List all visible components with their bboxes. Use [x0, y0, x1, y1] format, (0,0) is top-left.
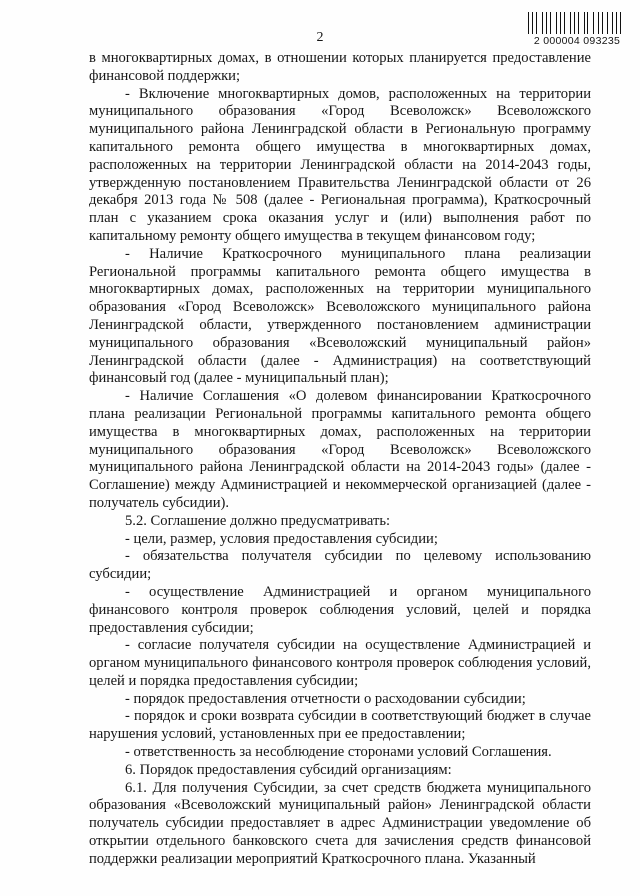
barcode-number: 2 000004 093235 — [533, 35, 621, 47]
barcode-bar — [536, 12, 537, 34]
barcode-image — [528, 12, 626, 34]
barcode-bar — [552, 12, 553, 34]
paragraph-continuation: в многоквартирных домах, в отношении которых планируется предоставление финансовой поддержки; — [89, 50, 591, 84]
paragraph-inclusion-regional-program: - Включение многоквартирных домов, расположенных на территории муниципального образования «Город Всеволожск» Всеволожского муниципального района Ленинградской области в Региональную программу капитального ремонта общего имущества в многоквартирных домах, расположенных на территории Ленинградской области на 2014-2043 годы, утвержденную постановлением Правительства Ленинградской области от 26 декабря 2013 года № 508 (далее - Региональная программа), Краткосрочный план с указанием срока оказания услуг и (или) выполнения работ по капитальному ремонту общего имущества в текущем финансовом году; — [89, 85, 591, 244]
list-item: - ответственность за несоблюдение сторонами условий Соглашения. — [125, 744, 552, 761]
barcode-bar — [605, 12, 606, 34]
list-item: - порядок предоставления отчетности о расходовании субсидии; — [125, 690, 526, 707]
section-6-heading: 6. Порядок предоставления субсидий организациям: — [125, 761, 452, 778]
paragraph-agreement: - Наличие Соглашения «О долевом финансировании Краткосрочного плана реализации Региональной программы капитального ремонта общего имущества в многоквартирных домах, расположенных на территории муниципального образования «Город Всеволожск» Всеволожского муниципального района Ленинградской области на 2014-2043 годы» (далее - Соглашение) между Администрацией и некоммерческой организацией (далее - получатель субсидии). — [89, 388, 591, 511]
page-number: 2 — [316, 30, 324, 45]
section-5-2-heading: 5.2. Соглашение должно предусматривать: — [125, 512, 391, 529]
barcode-bar — [587, 12, 588, 34]
document-body — [89, 50, 591, 869]
list-item: - осуществление Администрацией и органом муниципального финансового контроля проверок соблюдения условий, целей и порядка предоставления субсидии; — [89, 583, 591, 636]
section-6-1-paragraph: 6.1. Для получения Субсидии, за счет средств бюджета муниципального образования «Всеволожский муниципальный район» Ленинградской области получатель субсидии предоставляет в адрес Администрации уведомление об открытии отдельного банковского счета для зачисления средств финансовой поддержки реализации мероприятий Краткосрочного плана. Указанный — [89, 779, 591, 867]
barcode-bar — [570, 12, 571, 34]
list-item: - порядок и сроки возврата субсидии в соответствующий бюджет в случае нарушения условий, установленных при ее предоставлении; — [89, 708, 591, 743]
list-item: - цели, размер, условия предоставления субсидии; — [125, 530, 438, 547]
paragraph-short-term-plan: - Наличие Краткосрочного муниципального плана реализации Региональной программы капитального ремонта общего имущества в многоквартирных домах, расположенных на территории муниципального образования «Город Всеволожск» Всеволожского муниципального района Ленинградской области, утвержденного постановлением администрации муниципального образования «Всеволожский муниципальный район» Ленинградской области (далее - Администрация) на соответствующий финансовый год (далее - муниципальный план); — [89, 245, 591, 387]
list-item: - обязательства получателя субсидии по целевому использованию субсидии; — [89, 548, 591, 583]
barcode-bar — [620, 12, 621, 34]
list-item: - согласие получателя субсидии на осуществление Администрацией и органом муниципального финансового контроля проверок соблюдения условий, целей и порядка предоставления субсидии; — [89, 637, 591, 689]
